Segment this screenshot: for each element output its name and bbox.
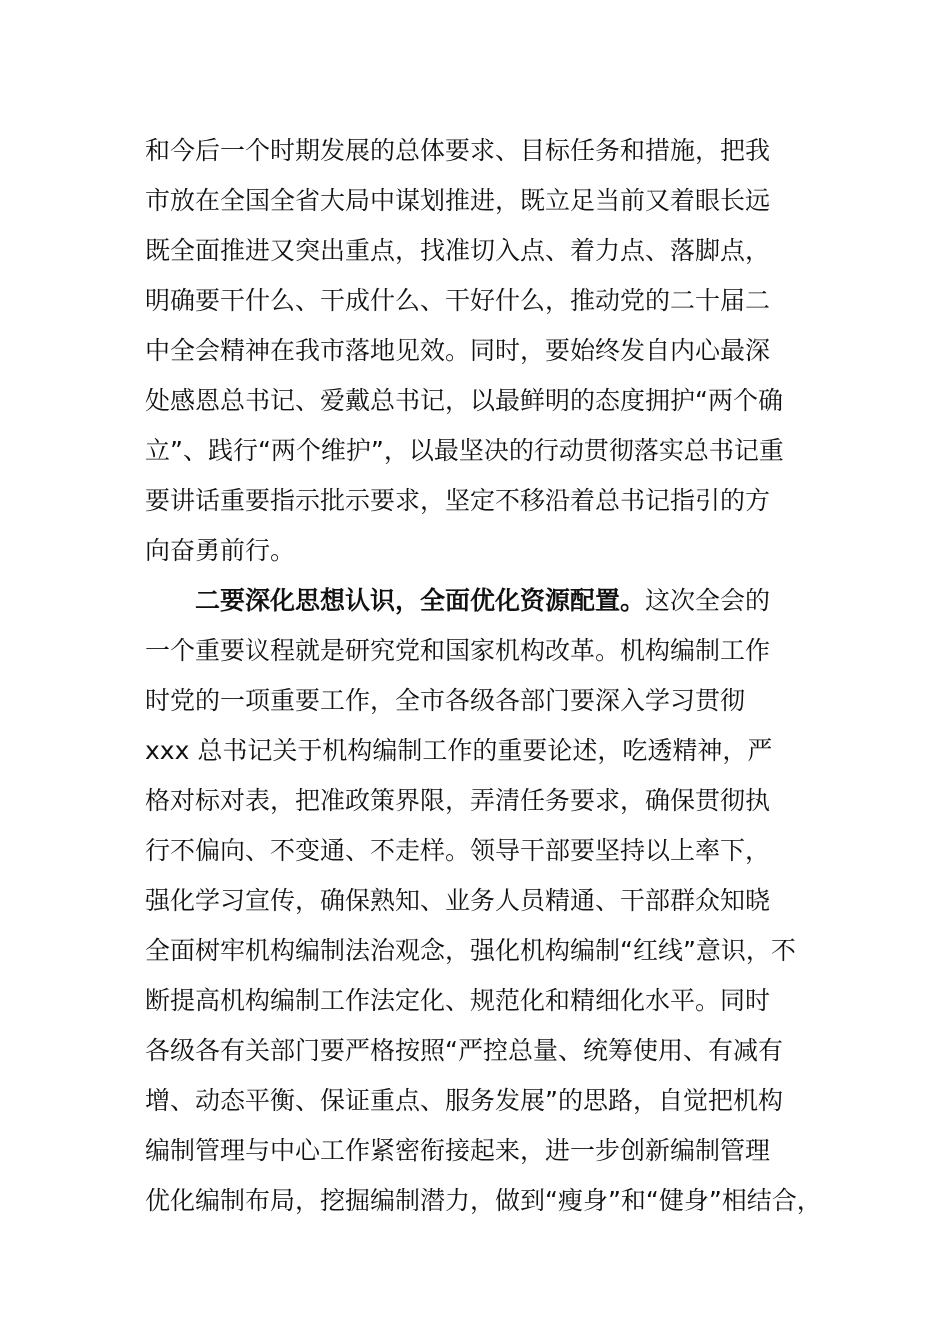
text-line: 和今后一个时期发展的总体要求、目标任务和措施，把我 [145, 136, 771, 165]
section-heading-line [145, 576, 825, 626]
text-line: 既全面推进又突出重点，找准切入点、着力点、落脚点， [145, 236, 771, 265]
text-line: 断提高机构编制工作法定化、规范化和精细化水平。同时 [145, 986, 771, 1015]
text-line: 一个重要议程就是研究党和国家机构改革。机构编制工作 [145, 636, 771, 665]
text-line: 处感恩总书记、爱戴总书记，以最鲜明的态度拥护“两个确 [145, 386, 783, 415]
text-line: 优化编制布局，挖掘编制潜力，做到“瘦身”和“健身”相结合， [145, 1186, 822, 1215]
section-heading-continuation: 这次全会的 [645, 586, 771, 615]
text-line: 行不偏向、不变通、不走样。领导干部要坚持以上率下， [145, 836, 771, 865]
text-line: 明确要干什么、干成什么、干好什么，推动党的二十届二 [145, 286, 771, 315]
text-line: 各级各有关部门要严格按照“严控总量、统筹使用、有减有 [145, 1036, 783, 1065]
text-line: 向奋勇前行。 [145, 536, 296, 565]
text-line: 增、动态平衡、保证重点、服务发展”的思路，自觉把机构 [145, 1086, 783, 1115]
section-heading: 二要深化思想认识，全面优化资源配置。 [195, 586, 646, 615]
text-line: 时党的一项重要工作，全市各级各部门要深入学习贯彻 [145, 686, 746, 715]
document-body [145, 126, 825, 1226]
text-line: 强化学习宣传，确保熟知、业务人员精通、干部群众知晓 [145, 886, 771, 915]
text-line: 全面树牢机构编制法治观念，强化机构编制“红线”意识，不 [145, 936, 796, 965]
text-line: 编制管理与中心工作紧密衔接起来，进一步创新编制管理 [145, 1136, 771, 1165]
text-line: 市放在全国全省大局中谋划推进，既立足当前又着眼长远 [145, 186, 771, 215]
text-line: 格对标对表，把准政策界限，弄清任务要求，确保贯彻执 [145, 786, 771, 815]
text-line: 立”、践行“两个维护”，以最坚决的行动贯彻落实总书记重 [145, 436, 784, 465]
text-line: 中全会精神在我市落地见效。同时，要始终发自内心最深 [145, 336, 771, 365]
text-line: 要讲话重要指示批示要求，坚定不移沿着总书记指引的方 [145, 486, 771, 515]
text-line: xxx 总书记关于机构编制工作的重要论述，吃透精神，严 [145, 736, 773, 765]
